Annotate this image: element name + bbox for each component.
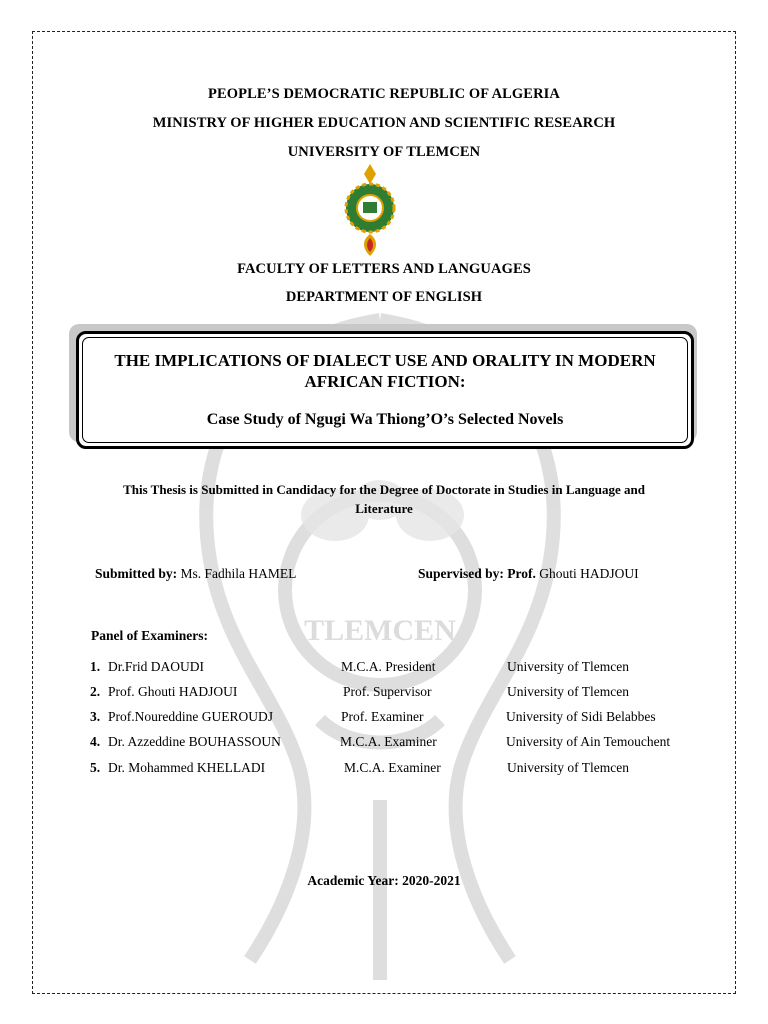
panel-heading: Panel of Examiners: [91, 628, 208, 643]
university-heading: UNIVERSITY OF TLEMCEN [287, 144, 481, 160]
submitted-by-name: Ms. Fadhila HAMEL [180, 566, 297, 581]
thesis-title-box [76, 331, 694, 449]
supervised-by-prefix: Prof. [507, 566, 536, 581]
university-emblem [340, 162, 400, 258]
ministry-heading: MINISTRY OF HIGHER EDUCATION AND SCIENTIFIC RESEARCH [152, 115, 616, 131]
republic-heading: PEOPLE’S DEMOCRATIC REPUBLIC OF ALGERIA [208, 86, 560, 102]
examiner-institution: University of Tlemcen [507, 760, 629, 775]
examiner-row [0, 659, 768, 679]
supervised-by-name: Ghouti HADJOUI [539, 566, 639, 581]
examiner-institution: University of Tlemcen [507, 659, 629, 674]
thesis-subtitle: Case Study of Ngugi Wa Thiong’O’s Selected Novels [206, 411, 564, 428]
examiner-role: Prof. Supervisor [343, 684, 432, 699]
examiner-name: Dr. Azzeddine BOUHASSOUN [108, 734, 281, 749]
examiner-role: M.C.A. Examiner [344, 760, 441, 775]
examiner-institution: University of Ain Temouchent [506, 734, 671, 749]
submitted-by [95, 566, 296, 582]
supervised-by [418, 566, 639, 582]
academic-year: Academic Year: 2020-2021 [307, 873, 461, 888]
examiner-role: M.C.A. President [341, 659, 436, 674]
examiner-number: 2. [90, 684, 101, 699]
examiner-row [0, 760, 768, 780]
examiner-row [0, 734, 768, 754]
examiner-name: Dr. Mohammed KHELLADI [108, 760, 266, 775]
candidacy-statement: This Thesis is Submitted in Candidacy for the Degree of Doctorate in Studies in Language and Literature [123, 482, 645, 516]
supervised-by-label: Supervised by: [418, 566, 504, 581]
examiner-institution: University of Sidi Belabbes [506, 709, 656, 724]
examiner-role: Prof. Examiner [341, 709, 424, 724]
examiner-number: 3. [90, 709, 101, 724]
examiner-number: 4. [90, 734, 101, 749]
thesis-title: THE IMPLICATIONS OF DIALECT USE AND ORALITY IN MODERN AFRICAN FICTION: [114, 351, 656, 391]
faculty-heading: FACULTY OF LETTERS AND LANGUAGES [237, 261, 531, 277]
examiner-name: Prof.Noureddine GUEROUDJ [108, 709, 273, 724]
watermark-text: TLEMCEN [304, 614, 456, 647]
examiner-institution: University of Tlemcen [507, 684, 629, 699]
examiner-name: Dr.Frid DAOUDI [108, 659, 204, 674]
examiner-row [0, 709, 768, 729]
examiner-number: 5. [90, 760, 101, 775]
examiner-role: M.C.A. Examiner [340, 734, 437, 749]
examiner-name: Prof. Ghouti HADJOUI [108, 684, 238, 699]
submitted-by-label: Submitted by: [95, 566, 178, 581]
department-heading: DEPARTMENT OF ENGLISH [285, 289, 483, 305]
examiner-number: 1. [90, 659, 101, 674]
examiner-row [0, 684, 768, 704]
